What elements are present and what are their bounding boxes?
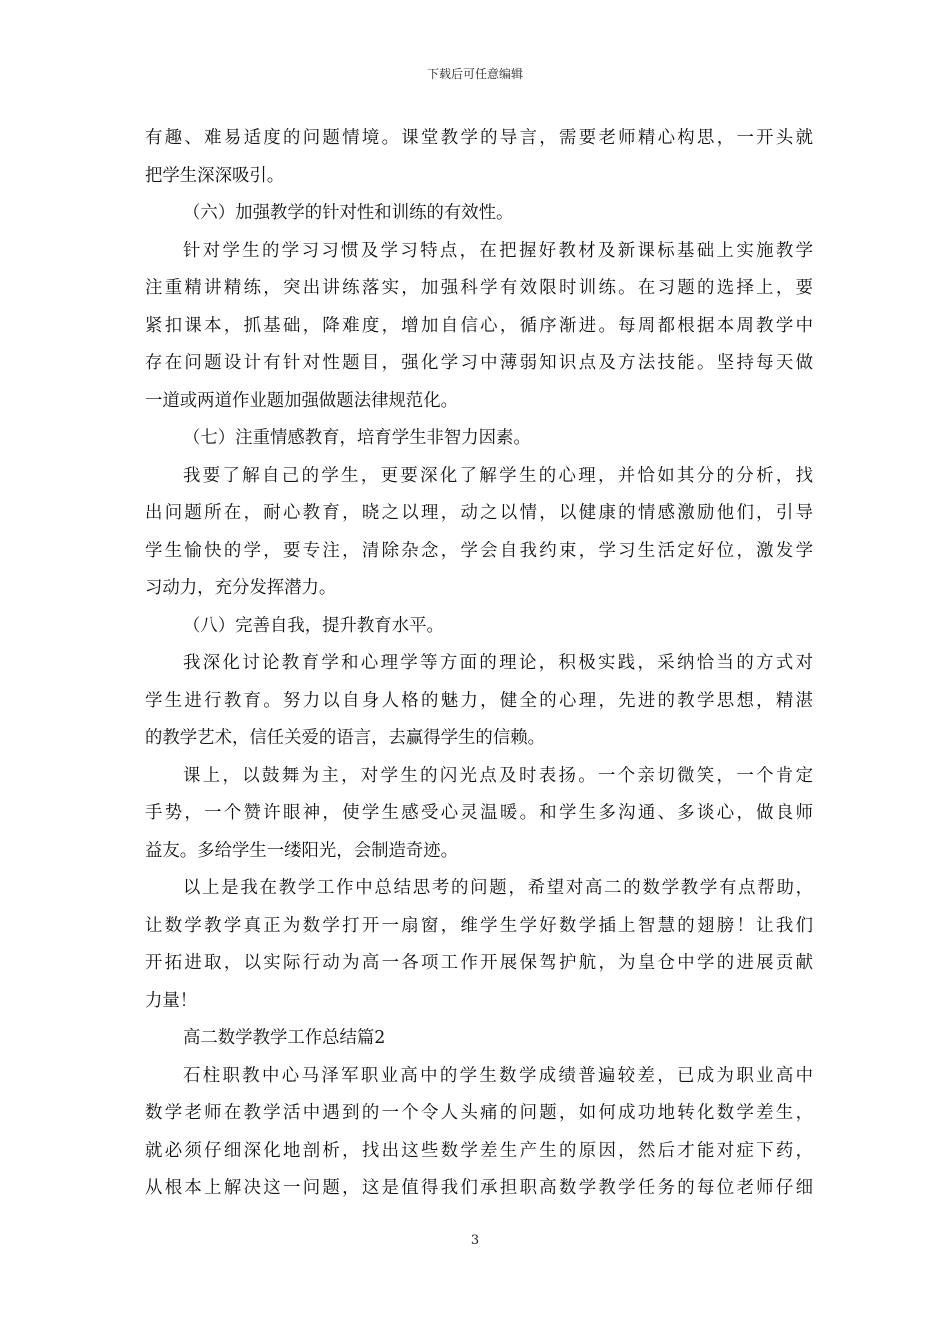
text-line: 从根本上解决这一问题，这是值得我们承担职高数学教学任务的每位老师仔细 [145, 1178, 813, 1198]
text-line: 数学老师在教学活中遇到的一个令人头痛的问题，如何成功地转化数学差生， [145, 1103, 813, 1123]
page-header: 下载后可任意编辑 [426, 67, 523, 81]
text-line: 学生愉快的学，要专注，清除杂念，学会自我约束，学习生活定好位，激发学 [145, 540, 813, 561]
text-line: 出问题所在，耐心教育，晓之以理，动之以情，以健康的情感激励他们，引导 [145, 503, 813, 523]
text-line: 我要了解自己的学生，更要深化了解学生的心理，并恰如其分的分析，找 [183, 465, 813, 486]
text-line: 让数学教学真正为数学打开一扇窗，维学生学好数学插上智慧的翅膀！让我们 [145, 915, 813, 936]
page-number: 3 [470, 1233, 480, 1248]
text-line: 习动力，充分发挥潜力。 [145, 578, 337, 598]
text-line: 的教学艺术，信任关爱的语言，去赢得学生的信赖。 [145, 728, 545, 748]
text-line: 存在问题设计有针对性题目，强化学习中薄弱知识点及方法技能。坚持每天做 [145, 353, 813, 373]
section-heading: （六）加强教学的针对性和训练的有效性。 [183, 203, 514, 223]
section-title: 高二数学教学工作总结篇2 [183, 1028, 386, 1048]
section-heading: （七）注重情感教育，培育学生非智力因素。 [183, 428, 531, 448]
text-line: 石柱职教中心马泽军职业高中的学生数学成绩普遍较差，已成为职业高中 [183, 1065, 813, 1086]
text-line: 把学生深深吸引。 [145, 165, 285, 186]
text-line: 有趣、难易适度的问题情境。课堂教学的导言，需要老师精心构思，一开头就 [145, 128, 813, 148]
text-line: 以上是我在教学工作中总结思考的问题，希望对高二的数学教学有点帮助， [183, 878, 813, 898]
section-heading: （八）完善自我，提升教育水平。 [183, 615, 444, 636]
text-line: 就必须仔细深化地剖析，找出这些数学差生产生的原因，然后才能对症下药， [145, 1140, 813, 1161]
text-line: 力量！ [145, 990, 198, 1011]
document-body [145, 120, 813, 1208]
text-line: 一道或两道作业题加强做题法律规范化。 [145, 390, 459, 411]
text-line: 针对学生的学习习惯及学习特点，在把握好教材及新课标基础上实施教学 [183, 240, 813, 261]
text-line: 紧扣课本，抓基础，降难度，增加自信心，循序渐进。每周都根据本周教学中 [145, 315, 813, 336]
text-line: 益友。多给学生一缕阳光，会制造奇迹。 [145, 840, 459, 861]
text-line: 我深化讨论教育学和心理学等方面的理论，积极实践，采纳恰当的方式对 [183, 653, 813, 673]
text-line: 手势，一个赞许眼神，使学生感受心灵温暖。和学生多沟通、多谈心，做良师 [145, 803, 813, 823]
text-line: 注重精讲精练，突出讲练落实，加强科学有效限时训练。在习题的选择上，要 [145, 278, 813, 298]
text-line: 开拓进取，以实际行动为高一各项工作开展保驾护航，为皇仓中学的进展贡献 [145, 953, 813, 973]
text-line: 学生进行教育。努力以自身人格的魅力，健全的心理，先进的教学思想，精湛 [145, 690, 813, 711]
text-line: 课上，以鼓舞为主，对学生的闪光点及时表扬。一个亲切微笑，一个肯定 [183, 765, 813, 786]
